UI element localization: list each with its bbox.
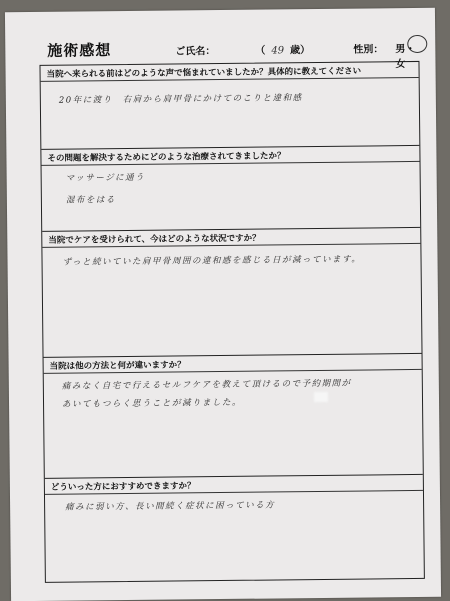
answer-3-line-1: ずっと続いていた肩甲骨周囲の違和感を感じる日が減っています。 — [62, 254, 362, 268]
gender-selection-circle — [407, 35, 427, 53]
age-open: （ — [255, 45, 266, 57]
question-3: 当院でケアを受けられて、今はどのような状況ですか？ — [48, 233, 261, 246]
name-label: ご氏名： — [175, 46, 216, 58]
gender-options: 男・女 — [395, 43, 416, 71]
age-field — [255, 41, 310, 57]
gender-label: 性別： — [353, 44, 384, 56]
section-5 — [45, 474, 424, 583]
answer-2-line-1: マッサージに通う — [65, 172, 146, 184]
question-1: 当院へ来られる前はどのような声で悩まれていましたか？具体的に教えてください — [46, 66, 362, 80]
answer-4-line-2: あいてもつらく思うことが減りました。 — [61, 397, 243, 410]
sheet-header — [33, 36, 416, 71]
answer-1-line-1: 20年に渡り 右肩から肩甲骨にかけてのこりと違和感 — [58, 93, 303, 106]
paper-smudge — [314, 392, 328, 402]
sheet-title: 施術感想 — [47, 41, 112, 60]
question-4: 当院は他の方法と何が違いますか？ — [49, 360, 186, 372]
section-3 — [42, 227, 421, 358]
answer-2-line-2: 湿布をはる — [65, 195, 116, 206]
section-2 — [41, 145, 420, 232]
survey-sheet — [5, 8, 441, 601]
age-value: 49 — [271, 45, 285, 57]
questionnaire-table — [39, 61, 424, 583]
question-2: その問題を解決するためにどのような治療されてきましたか？ — [47, 151, 286, 164]
section-1 — [40, 62, 419, 149]
answer-4-line-1: 痛みなく自宅で行えるセルフケアを教えて頂けるので予約期間が — [61, 378, 352, 392]
question-5: どういった方におすすめできますか？ — [50, 481, 196, 493]
section-4 — [44, 353, 423, 479]
answer-5-line-1: 痛みに弱い方、長い間続く症状に困っている方 — [65, 500, 276, 513]
age-unit: 歳） — [290, 45, 311, 57]
